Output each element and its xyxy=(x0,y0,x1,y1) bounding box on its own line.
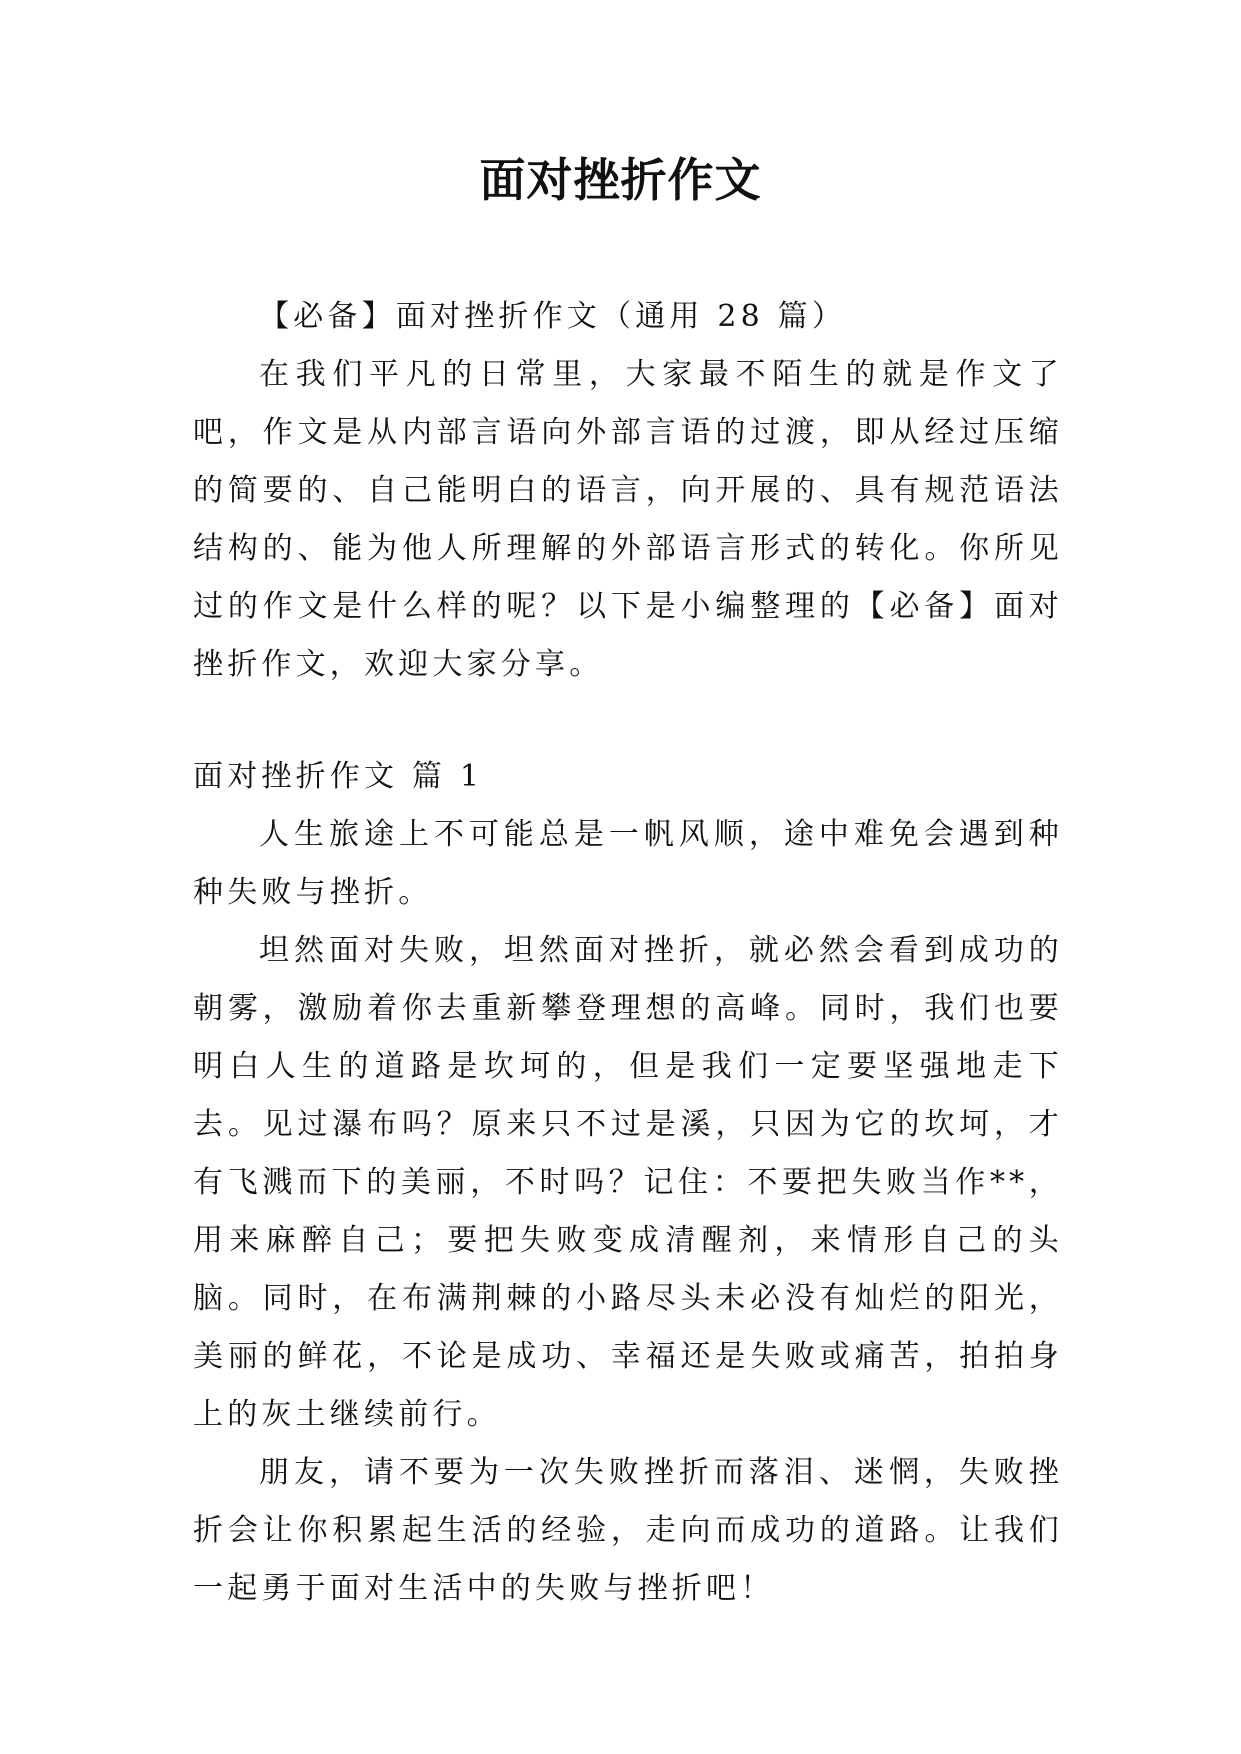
document-subtitle: 【必备】面对挫折作文（通用 28 篇） xyxy=(259,299,847,334)
body-paragraph: 坦然面对失败，坦然面对挫折，就必然会看到成功的朝雾，激励着你去重新攀登理想的高峰。同时，我们也要明白人生的道路是坎坷的，但是我们一定要坚强地走下去。见过瀑布吗？原来只不过是溪，只因为它的坎坷，才有飞溅而下的美丽，不时吗？记住：不要把失败当作**，用来麻醉自己；要把失败变成清醒剂，来情形自己的头脑。同时，在布满荆棘的小路尽头未必没有灿烂的阳光，美丽的鲜花，不论是成功、幸福还是失败或痛苦，拍拍身上的灰土继续前行。 xyxy=(193,933,1063,1432)
body-paragraph: 人生旅途上不可能总是一帆风顺，途中难免会遇到种种失败与挫折。 xyxy=(193,817,1063,910)
document-title: 面对挫折作文 xyxy=(479,153,762,207)
section-heading: 面对挫折作文 篇 1 xyxy=(193,759,484,794)
document-body xyxy=(193,288,1063,1618)
body-paragraph: 朋友，请不要为一次失败挫折而落泪、迷惘，失败挫折会让你积累起生活的经验，走向而成功的道路。让我们一起勇于面对生活中的失败与挫折吧！ xyxy=(193,1455,1063,1606)
intro-paragraph: 在我们平凡的日常里，大家最不陌生的就是作文了吧，作文是从内部言语向外部言语的过渡，即从经过压缩的简要的、自己能明白的语言，向开展的、具有规范语法结构的、能为他人所理解的外部语言形式的转化。你所见过的作文是什么样的呢？以下是小编整理的【必备】面对挫折作文，欢迎大家分享。 xyxy=(193,357,1063,682)
section-spacer xyxy=(193,694,1063,748)
